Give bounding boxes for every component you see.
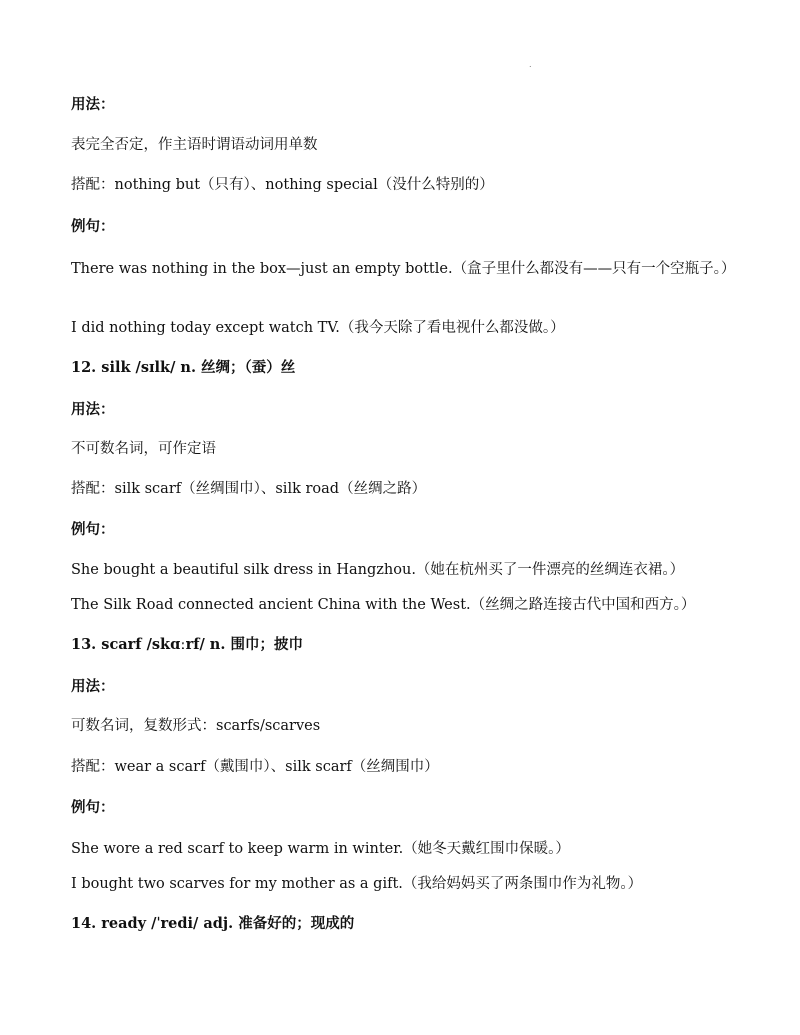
usage-heading: 用法： <box>71 402 115 418</box>
example-sentence: I did nothing today except watch TV.（我今天除了看电视什么都没做。） <box>71 320 565 336</box>
usage-heading: 用法： <box>71 679 115 695</box>
example-sentence: She wore a red scarf to keep warm in winter.（她冬天戴红围巾保暖。） <box>71 841 570 857</box>
example-sentence: I bought two scarves for my mother as a gift.（我给妈妈买了两条围巾作为礼物。） <box>71 876 643 892</box>
entry-heading-scarf: 13. scarf /skɑːrf/ n. 围巾；披巾 <box>71 636 303 653</box>
page-mark: . <box>529 60 532 69</box>
example-heading: 例句： <box>71 522 115 538</box>
usage-text: 可数名词，复数形式：scarfs/scarves <box>71 718 321 734</box>
example-sentence: The Silk Road connected ancient China with the West.（丝绸之路连接古代中国和西方。） <box>71 597 696 613</box>
usage-heading: 用法： <box>71 97 115 113</box>
collocation-text: 搭配：wear a scarf（戴围巾）、silk scarf（丝绸围巾） <box>71 759 439 775</box>
example-heading: 例句： <box>71 800 115 816</box>
collocation-text: 搭配：silk scarf（丝绸围巾）、silk road（丝绸之路） <box>71 481 427 497</box>
example-heading: 例句： <box>71 219 115 235</box>
usage-text: 不可数名词，可作定语 <box>71 441 216 457</box>
entry-heading-ready: 14. ready /ˈredi/ adj. 准备好的；现成的 <box>71 915 355 932</box>
example-sentence: There was nothing in the box—just an empty bottle.（盒子里什么都没有——只有一个空瓶子。） <box>71 261 736 277</box>
usage-text: 表完全否定，作主语时谓语动词用单数 <box>71 137 318 153</box>
collocation-text: 搭配：nothing but（只有）、nothing special（没什么特别的） <box>71 177 494 193</box>
entry-heading-silk: 12. silk /sɪlk/ n. 丝绸；（蚕）丝 <box>71 359 296 376</box>
example-sentence: She bought a beautiful silk dress in Hangzhou.（她在杭州买了一件漂亮的丝绸连衣裙。） <box>71 562 685 578</box>
